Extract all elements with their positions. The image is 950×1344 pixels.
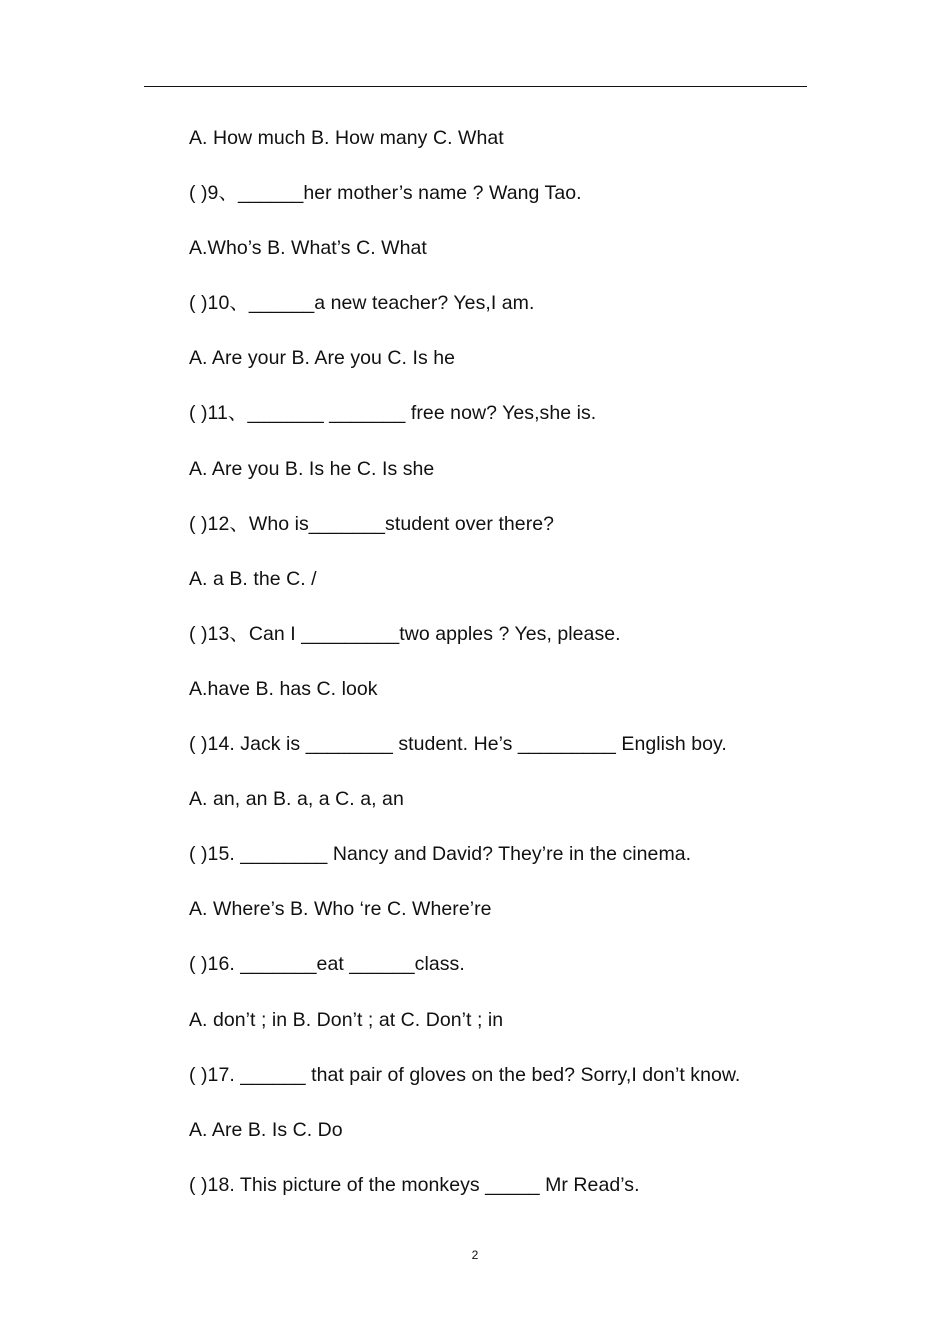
question-13: ( )13、Can I _________two apples ? Yes, please.	[189, 622, 621, 645]
question-15: ( )15. ________ Nancy and David? They’re in the cinema.	[189, 843, 692, 866]
question-18: ( )18. This picture of the monkeys _____ Mr Read’s.	[189, 1173, 640, 1196]
page-number: 2	[471, 1248, 479, 1262]
answer-options-8: A. How much B. How many C. What	[189, 127, 504, 149]
question-12: ( )12、Who is_______student over there?	[189, 512, 555, 535]
question-11: ( )11、_______ _______ free now? Yes,she is.	[189, 402, 597, 425]
answer-options-11: A. Are you B. Is he C. Is she	[189, 457, 435, 480]
answer-options-13: A.have B. has C. look	[189, 677, 378, 700]
question-16: ( )16. _______eat ______class.	[189, 953, 465, 976]
answer-options-12: A. a B. the C. /	[189, 567, 317, 590]
answer-options-15: A. Where’s B. Who ‘re C. Where’re	[189, 898, 492, 921]
question-17: ( )17. ______ that pair of gloves on the bed? Sorry,I don’t know.	[189, 1063, 741, 1086]
answer-options-14: A. an, an B. a, a C. a, an	[189, 788, 404, 811]
answer-options-10: A. Are your B. Are you C. Is he	[189, 347, 456, 370]
answer-options-9: A.Who’s B. What’s C. What	[189, 237, 427, 260]
question-9: ( )9、______her mother’s name ? Wang Tao.	[189, 182, 582, 205]
question-14: ( )14. Jack is ________ student. He’s _________ English boy.	[189, 733, 727, 756]
answer-options-17: A. Are B. Is C. Do	[189, 1118, 343, 1141]
document-body	[189, 122, 829, 1224]
header-rule	[144, 86, 807, 87]
question-10: ( )10、______a new teacher? Yes,I am.	[189, 292, 535, 315]
answer-options-16: A. don’t ; in B. Don’t ; at C. Don’t ; in	[189, 1008, 504, 1031]
